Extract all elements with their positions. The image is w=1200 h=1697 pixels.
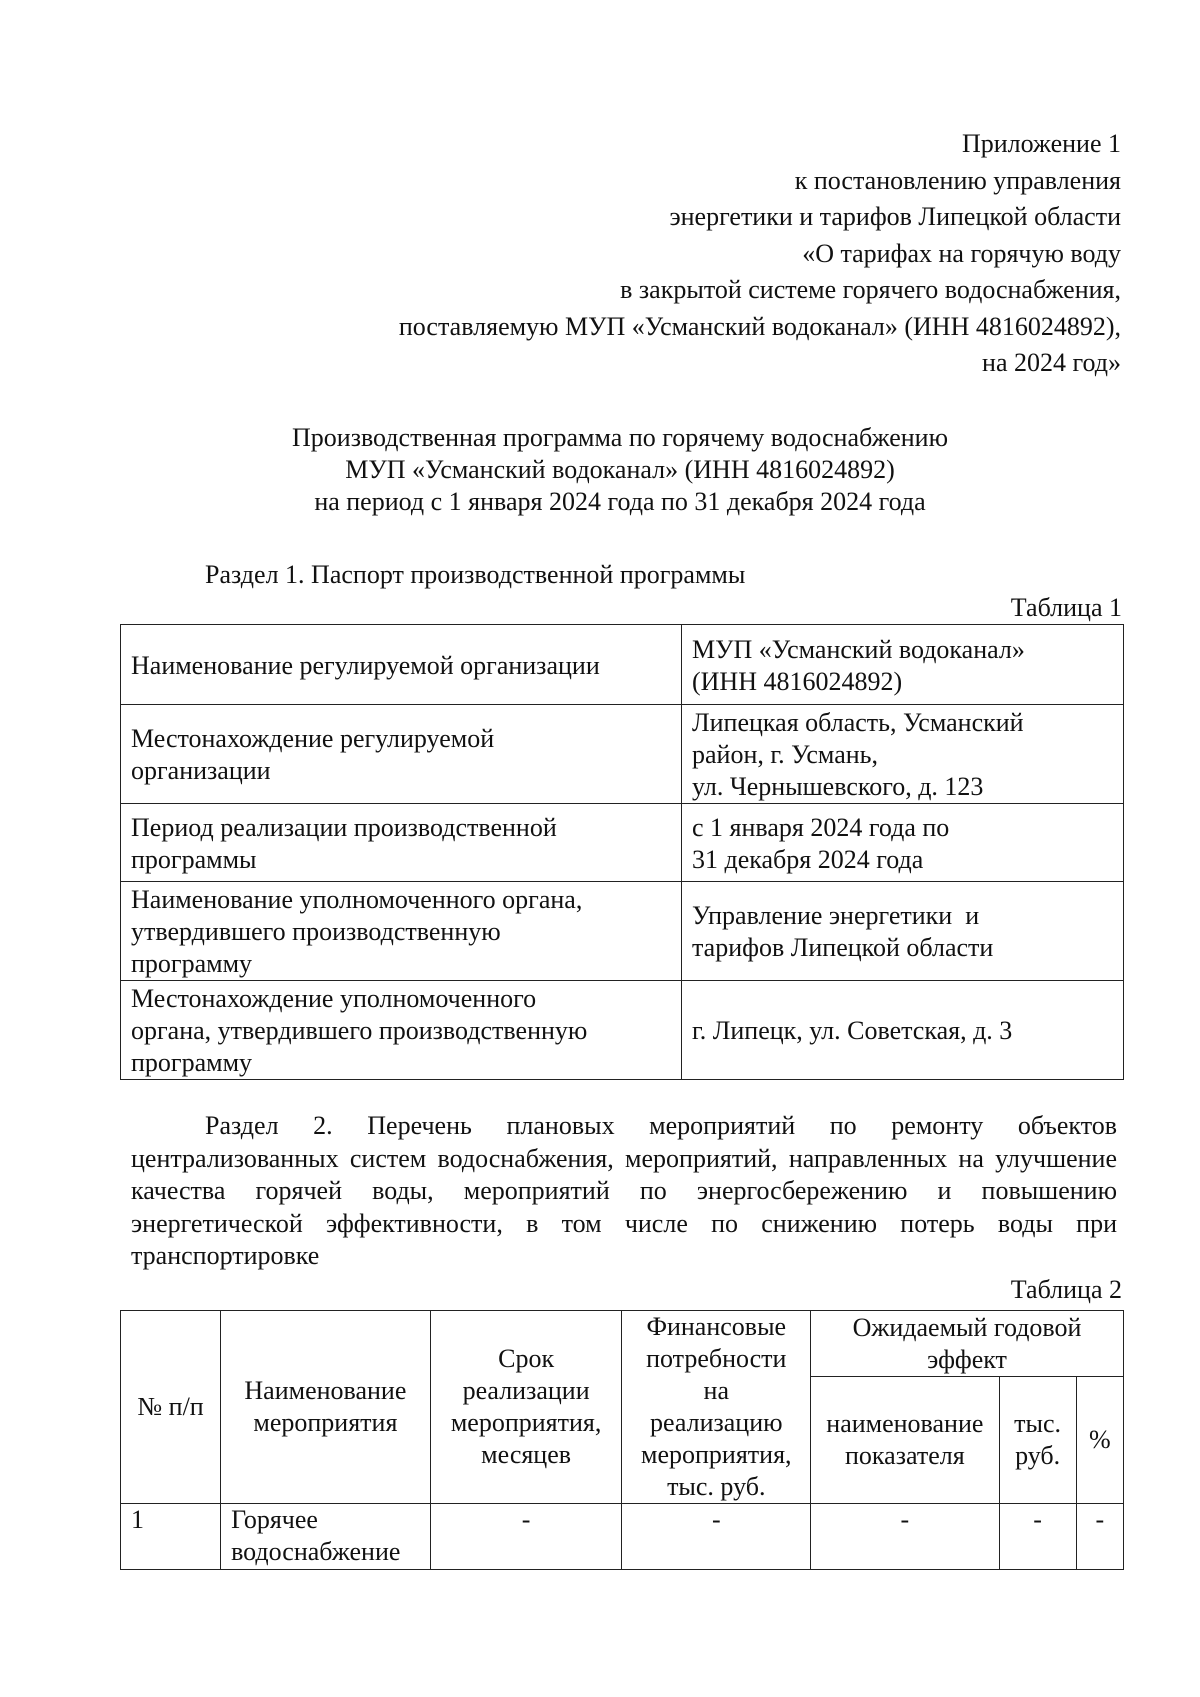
cell-finance: - [622,1504,811,1570]
appendix-line: «О тарифах на горячую воду [802,238,1121,268]
appendix-line: в закрытой системе горячего водоснабжения, [620,275,1121,304]
header-indicator: наименование показателя [811,1377,1000,1504]
appendix-line: поставляемую МУП «Усманский водоканал» (ИНН 4816024892), [398,311,1121,341]
program-title [120,422,1120,518]
table-cell-label: Местонахождение регулируемой организации [121,705,682,804]
appendix-line: Приложение 1 [961,129,1121,158]
table-cell-value: с 1 января 2024 года по 31 декабря 2024 года [682,804,1124,882]
table-cell-value: г. Липецк, ул. Советская, д. 3 [682,981,1124,1080]
table-cell-label: Наименование регулируемой организации [121,625,682,705]
header-rub: тыс. руб. [999,1377,1076,1504]
header-term: Срок реализации мероприятия, месяцев [430,1311,622,1504]
appendix-line: энергетики и тарифов Липецкой области [669,202,1121,231]
cell-name: Горячее водоснабжение [221,1504,431,1570]
table-cell-label: Наименование уполномоченного органа, утвердившего производственную программу [121,882,682,981]
table2-caption: Таблица 2 [1010,1275,1122,1304]
cell-rub: - [999,1504,1076,1570]
header-num: № п/п [121,1311,221,1504]
table1-caption: Таблица 1 [1010,593,1122,622]
table-cell-value: Липецкая область, Усманский район, г. Усмань, ул. Чернышевского, д. 123 [682,705,1124,804]
table-row [121,705,1124,804]
header-finance: Финансовые потребности на реализацию мероприятия, тыс. руб. [622,1311,811,1504]
table-row [121,882,1124,981]
table-row [121,804,1124,882]
cell-indicator: - [811,1504,1000,1570]
table-row [121,1504,1124,1570]
appendix-line: к постановлению управления [794,165,1121,195]
table-cell-value: МУП «Усманский водоканал» (ИНН 4816024892) [682,625,1124,705]
table-cell-value: Управление энергетики и тарифов Липецкой области [682,882,1124,981]
program-title-line: на период с 1 января 2024 года по 31 декабря 2024 года [314,487,926,516]
cell-percent: - [1076,1504,1123,1570]
appendix-line: на 2024 год» [982,348,1121,377]
program-title-line: Производственная программа по горячему водоснабжению [292,423,948,452]
table-header-row [121,1311,1124,1377]
cell-num: 1 [121,1504,221,1570]
program-title-line: МУП «Усманский водоканал» (ИНН 4816024892) [345,455,895,484]
header-name: Наименование мероприятия [221,1311,431,1504]
table-row [121,625,1124,705]
appendix-header [221,126,1121,382]
section1-heading: Раздел 1. Паспорт производственной программы [205,560,746,589]
table-cell-label: Период реализации производственной программы [121,804,682,882]
cell-term: - [430,1504,622,1570]
passport-table [120,624,1124,1080]
section2-heading: Раздел 2. Перечень плановых мероприятий по ремонту объектов централизованных систем водоснабжения, мероприятий, направленных на улучшение качества горячей воды, мероприятий по энергосбережению и повышению энергетической эффективности, в том числе по снижению потерь воды при транспортировке [131,1111,1117,1270]
measures-table [120,1310,1124,1570]
header-effect: Ожидаемый годовой эффект [811,1311,1124,1377]
table-row [121,981,1124,1080]
header-percent: % [1076,1377,1123,1504]
table-cell-label: Местонахождение уполномоченного органа, утвердившего производственную программу [121,981,682,1080]
